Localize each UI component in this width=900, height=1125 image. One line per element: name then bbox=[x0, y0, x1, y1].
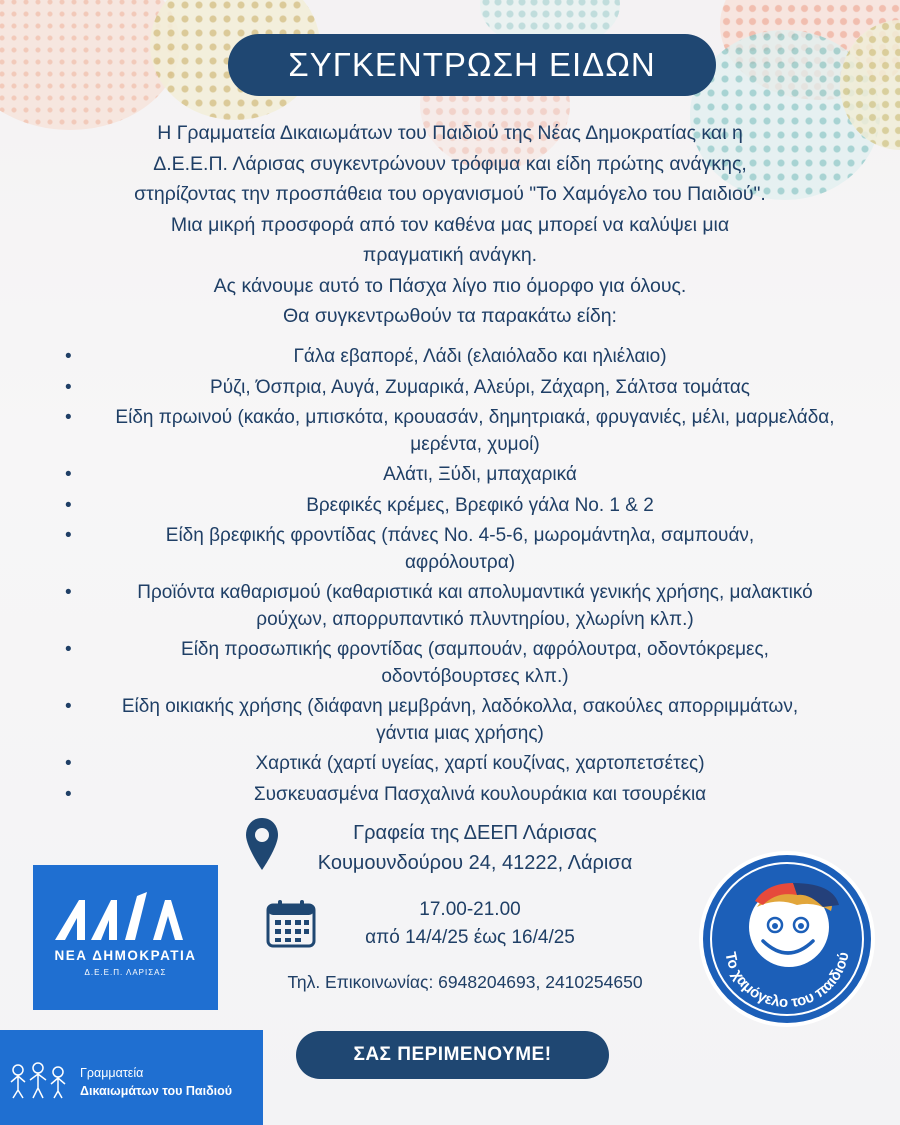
list-item: • Είδη βρεφικής φροντίδας (πάνες Νο. 4-5-6, μωρομάντηλα, σαμπουάν, αφρόλουτρα) bbox=[65, 525, 755, 573]
bullet-icon: • bbox=[65, 346, 72, 367]
intro-line: Δ.Ε.Ε.Π. Λάρισας συγκεντρώνουν τρόφιμα και είδη πρώτης ανάγκης, bbox=[153, 152, 747, 175]
bullet-icon: • bbox=[65, 376, 72, 398]
intro-line: Ας κάνουμε αυτό το Πάσχα λίγο πιο όμορφο για όλους. bbox=[213, 274, 687, 297]
intro-text bbox=[30, 118, 870, 332]
list-item: • Γάλα εβαπορέ, Λάδι (ελαιόλαδο και ηλιέλαιο) bbox=[60, 344, 870, 371]
schedule-hours: 17.00-21.00 bbox=[419, 899, 521, 920]
bullet-icon: • bbox=[65, 639, 72, 660]
secretariat-line2: Δικαιωμάτων του Παιδιού bbox=[80, 1084, 233, 1098]
bullet-icon: • bbox=[65, 783, 72, 805]
intro-line: Θα συγκεντρωθούν τα παρακάτω είδη: bbox=[283, 305, 617, 327]
nea-dimokratia-logo bbox=[33, 865, 218, 1010]
intro-line: πραγματική ανάγκη. bbox=[362, 244, 538, 266]
page-title: ΣΥΓΚΕΝΤΡΩΣΗ ΕΙΔΩΝ bbox=[228, 34, 716, 96]
bullet-icon: • bbox=[65, 525, 72, 546]
list-item: • Προϊόντα καθαρισμού (καθαριστικά και απολυμαντικά γενικής χρήσης, μαλακτικό ρούχων, απορρυπαντικό πλυντηρίου, χλωρίνη κλπ.) bbox=[65, 582, 813, 630]
smile-logo-text: Το χαμόγελο του παιδιού bbox=[721, 950, 853, 1012]
schedule bbox=[330, 896, 610, 952]
intro-line: Μια μικρή προσφορά από τον καθένα μας μπορεί να καλύψει μια bbox=[170, 213, 730, 236]
list-item: • Συσκευασμένα Πασχαλινά κουλουράκια και τσουρέκια bbox=[60, 782, 870, 809]
calendar-icon bbox=[266, 898, 316, 948]
nd-logo-mark-icon bbox=[55, 890, 197, 942]
secretariat-banner bbox=[0, 1030, 263, 1125]
list-item: • Είδη προσωπικής φροντίδας (σαμπουάν, αφρόλουτρα, οδοντόκρεμες, οδοντόβουρτσες κλπ.) bbox=[65, 639, 769, 687]
intro-line: Η Γραμματεία Δικαιωμάτων του Παιδιού της Νέας Δημοκρατίας και η bbox=[157, 122, 743, 144]
secretariat-line1: Γραμματεία bbox=[80, 1066, 144, 1080]
items-list bbox=[60, 344, 870, 808]
list-item: • Αλάτι, Ξύδι, μπαχαρικά bbox=[60, 462, 870, 489]
nd-logo-sub: Δ.Ε.Ε.Π. ΛΑΡΙΣΑΣ bbox=[84, 968, 167, 977]
cta-banner: ΣΑΣ ΠΕΡΙΜΕΝΟΥΜΕ! bbox=[296, 1031, 609, 1079]
location-address bbox=[290, 818, 660, 878]
bullet-icon: • bbox=[65, 582, 72, 603]
bullet-icon: • bbox=[65, 407, 72, 428]
bullet-icon: • bbox=[65, 753, 72, 774]
map-pin-icon bbox=[244, 816, 280, 872]
list-item: • Βρεφικές κρέμες, Βρεφικό γάλα Νο. 1 & 2 bbox=[60, 493, 870, 520]
bullet-icon: • bbox=[65, 696, 72, 717]
intro-line: στηρίζοντας την προσπάθεια του οργανισμού "Το Χαμόγελο του Παιδιού". bbox=[134, 183, 766, 205]
schedule-dates: από 14/4/25 έως 16/4/25 bbox=[365, 927, 575, 948]
nd-logo-name: ΝΕΑ ΔΗΜΟΚΡΑΤΙΑ bbox=[54, 948, 197, 963]
list-item: • Χαρτικά (χαρτί υγείας, χαρτί κουζίνας, χαρτοπετσέτες) bbox=[60, 751, 870, 778]
location-street: Κουμουνδούρου 24, 41222, Λάρισα bbox=[317, 852, 633, 874]
smile-of-the-child-logo bbox=[697, 849, 877, 1029]
children-icon bbox=[8, 1060, 70, 1100]
list-item: • Είδη πρωινού (κακάο, μπισκότα, κρουασάν, δημητριακά, φρυγανιές, μέλι, μαρμελάδα, μερέντα, χυμοί) bbox=[65, 407, 835, 455]
list-item: • Ρύζι, Όσπρια, Αυγά, Ζυμαρικά, Αλεύρι, Ζάχαρη, Σάλτσα τομάτας bbox=[60, 375, 870, 402]
bullet-icon: • bbox=[65, 494, 72, 516]
location-name: Γραφεία της ΔΕΕΠ Λάρισας bbox=[353, 822, 597, 844]
list-item: • Είδη οικιακής χρήσης (διάφανη μεμβράνη, λαδόκολλα, σακούλες απορριμμάτων, γάντια μιας χρήσης) bbox=[65, 696, 799, 744]
bullet-icon: • bbox=[65, 464, 72, 485]
contact-phone: Τηλ. Επικοινωνίας: 6948204693, 2410254650 bbox=[287, 972, 643, 992]
